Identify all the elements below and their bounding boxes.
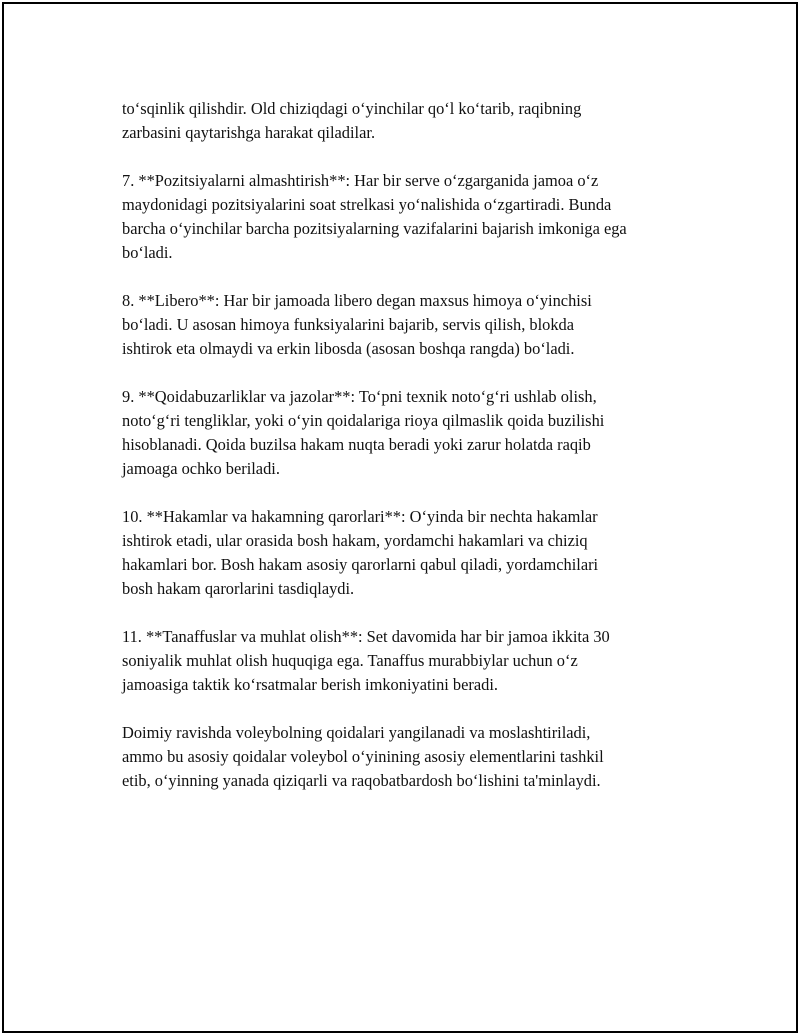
text-line: bosh hakam qarorlarini tasdiqlaydi.	[122, 579, 355, 598]
text-line: Doimiy ravishda voleybolning qoidalari yangilanadi va moslashtiriladi,	[122, 723, 591, 742]
text-line: etib, o‘yinning yanada qiziqarli va raqobatbardosh bo‘lishini ta'minlaydi.	[122, 771, 601, 790]
paragraph-rule-7-rotation	[122, 169, 702, 265]
text-line: ishtirok etadi, ular orasida bosh hakam, yordamchi hakamlari va chiziq	[122, 531, 588, 550]
text-line: hisoblanadi. Qoida buzilsa hakam nuqta beradi yoki zarur holatda raqib	[122, 435, 591, 454]
text-line: 7. **Pozitsiyalarni almashtirish**: Har bir serve o‘zgarganida jamoa o‘z	[122, 171, 599, 190]
page-frame	[2, 2, 798, 1033]
text-line: jamoasiga taktik ko‘rsatmalar berish imkoniyatini beradi.	[122, 675, 498, 694]
text-line: soniyalik muhlat olish huquqiga ega. Tanaffus murabbiylar uchun o‘z	[122, 651, 578, 670]
text-line: to‘sqinlik qilishdir. Old chiziqdagi o‘yinchilar qo‘l ko‘tarib, raqibning	[122, 99, 582, 118]
paragraph-rule-8-libero	[122, 289, 702, 361]
text-line: ishtirok eta olmaydi va erkin libosda (asosan boshqa rangda) bo‘ladi.	[122, 339, 575, 358]
text-line: 9. **Qoidabuzarliklar va jazolar**: To‘pni texnik noto‘g‘ri ushlab olish,	[122, 387, 597, 406]
document-body	[122, 97, 702, 817]
paragraph-rule-11-timeouts	[122, 625, 702, 697]
text-line: barcha o‘yinchilar barcha pozitsiyalarning vazifalarini bajarish imkoniga ega	[122, 219, 627, 238]
text-line: noto‘g‘ri tengliklar, yoki o‘yin qoidalariga rioya qilmaslik qoida buzilishi	[122, 411, 605, 430]
paragraph-rule-10-referees	[122, 505, 702, 601]
text-line: bo‘ladi. U asosan himoya funksiyalarini bajarib, servis qilish, blokda	[122, 315, 575, 334]
paragraph-conclusion	[122, 721, 702, 793]
text-line: 10. **Hakamlar va hakamning qarorlari**: O‘yinda bir nechta hakamlar	[122, 507, 598, 526]
text-line: maydonidagi pozitsiyalarini soat strelkasi yo‘nalishida o‘zgartiradi. Bunda	[122, 195, 612, 214]
text-line: zarbasini qaytarishga harakat qiladilar.	[122, 123, 376, 142]
text-line: 8. **Libero**: Har bir jamoada libero degan maxsus himoya o‘yinchisi	[122, 291, 592, 310]
paragraph-blocking-end	[122, 97, 702, 145]
text-line: hakamlari bor. Bosh hakam asosiy qarorlarni qabul qiladi, yordamchilari	[122, 555, 599, 574]
text-line: jamoaga ochko beriladi.	[122, 459, 280, 478]
text-line: ammo bu asosiy qoidalar voleybol o‘yinining asosiy elementlarini tashkil	[122, 747, 604, 766]
text-line: bo‘ladi.	[122, 243, 173, 262]
text-line: 11. **Tanaffuslar va muhlat olish**: Set davomida har bir jamoa ikkita 30	[122, 627, 610, 646]
paragraph-rule-9-violations	[122, 385, 702, 481]
